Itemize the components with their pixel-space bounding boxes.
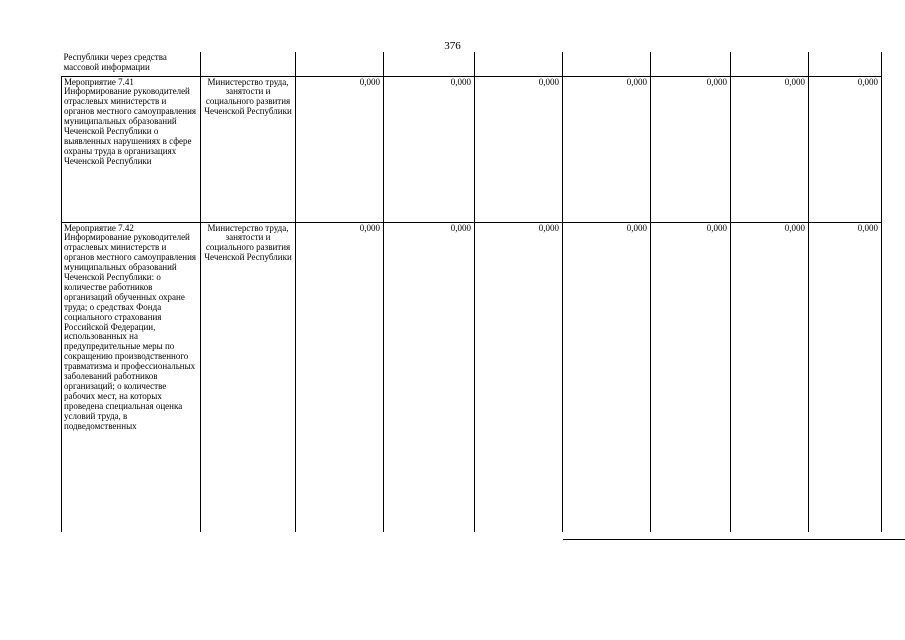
value-cell: 0,000 (651, 222, 731, 532)
value-cell (475, 52, 563, 76)
event-description-cell: Мероприятие 7.42 Информирование руководителей отраслевых министерств и органов местного самоуправления муниципальных образований Чеченской Республики: о количестве работников организаций обученных охране труда; о средствах Фонда социального страхования Российской Федерации, использованных на предупредительные меры по сокращению производственного травматизма и профессиональных заболеваний работников организаций; о количестве рабочих мест, на которых проведена специальная оценка условий труда, в подведомственных (62, 222, 201, 532)
executor-cell (201, 52, 296, 76)
value-cell (731, 52, 809, 76)
value-cell: 0,000 (563, 76, 651, 222)
value-cell (563, 52, 651, 76)
program-table (61, 52, 882, 532)
event-description-cell: Республики через средства массовой информации (62, 52, 201, 76)
value-cell: 0,000 (651, 76, 731, 222)
value-cell: 0,000 (296, 76, 384, 222)
executor-cell: Министерство труда, занятости и социального развития Чеченской Республики (201, 76, 296, 222)
table-bottom-border (563, 539, 905, 540)
value-cell (384, 52, 475, 76)
value-cell: 0,000 (731, 222, 809, 532)
page-number: 376 (444, 40, 461, 52)
table-row-event-7-42 (62, 222, 882, 532)
value-cell: 0,000 (563, 222, 651, 532)
table-row-event-7-41 (62, 76, 882, 222)
value-cell: 0,000 (475, 222, 563, 532)
value-cell: 0,000 (384, 222, 475, 532)
value-cell: 0,000 (809, 76, 882, 222)
value-cell: 0,000 (384, 76, 475, 222)
table-row-continued (62, 52, 882, 76)
value-cell (809, 52, 882, 76)
value-cell (296, 52, 384, 76)
value-cell (651, 52, 731, 76)
event-description-cell: Мероприятие 7.41 Информирование руководителей отраслевых министерств и органов местного самоуправления муниципальных образований Чеченской Республики о выявленных нарушениях в сфере охраны труда в организациях Чеченской Республики (62, 76, 201, 222)
executor-cell: Министерство труда, занятости и социального развития Чеченской Республики (201, 222, 296, 532)
value-cell: 0,000 (475, 76, 563, 222)
value-cell: 0,000 (296, 222, 384, 532)
value-cell: 0,000 (731, 76, 809, 222)
value-cell: 0,000 (809, 222, 882, 532)
